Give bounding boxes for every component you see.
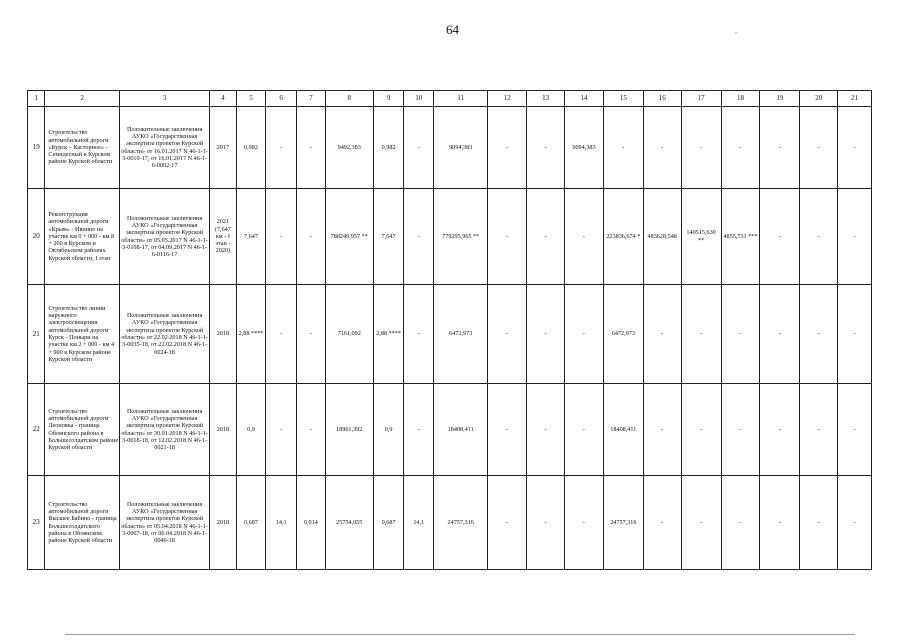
table-cell: Строительство автомобильной дороги Леоновка - граница Обоянского района в Большесолдатском районе Курской области bbox=[45, 384, 120, 476]
table-cell: 140515,630 ** bbox=[681, 189, 721, 285]
table-cell: - bbox=[404, 107, 434, 189]
table-cell: - bbox=[603, 107, 643, 189]
table-cell: - bbox=[488, 384, 527, 476]
table-cell: - bbox=[527, 285, 565, 384]
data-table bbox=[27, 90, 872, 570]
table-cell: - bbox=[760, 476, 800, 570]
table-cell: - bbox=[297, 384, 326, 476]
table-row bbox=[28, 476, 872, 570]
header-cell: 19 bbox=[760, 91, 800, 107]
table-cell: 24757,316 bbox=[434, 476, 488, 570]
table-cell: 14,1 bbox=[404, 476, 434, 570]
table-cell: - bbox=[721, 107, 760, 189]
header-cell: 7 bbox=[297, 91, 326, 107]
table-cell: 21 bbox=[28, 285, 45, 384]
header-cell: 1 bbox=[28, 91, 45, 107]
table-cell: - bbox=[838, 285, 872, 384]
table-cell: 6472,973 bbox=[434, 285, 488, 384]
table-cell: - bbox=[488, 476, 527, 570]
header-cell: 5 bbox=[236, 91, 266, 107]
table-cell: - bbox=[404, 189, 434, 285]
table-cell: 0,982 bbox=[373, 107, 404, 189]
table-row bbox=[28, 285, 872, 384]
page-number: 64 bbox=[446, 22, 459, 37]
header-cell: 21 bbox=[838, 91, 872, 107]
table-cell: 22 bbox=[28, 384, 45, 476]
table-cell: - bbox=[527, 476, 565, 570]
table-cell: - bbox=[565, 189, 604, 285]
header-cell: 13 bbox=[527, 91, 565, 107]
table-cell: 483628,548 bbox=[643, 189, 681, 285]
table-cell: - bbox=[838, 189, 872, 285]
table-cell: 2,88 **** bbox=[236, 285, 266, 384]
table-cell: - bbox=[681, 384, 721, 476]
table-cell: - bbox=[838, 384, 872, 476]
table-cell: 25754,055 bbox=[325, 476, 373, 570]
header-cell: 18 bbox=[721, 91, 760, 107]
table-cell: 18961,392 bbox=[325, 384, 373, 476]
header-cell: 11 bbox=[434, 91, 488, 107]
header-cell: 16 bbox=[643, 91, 681, 107]
header-row bbox=[28, 91, 872, 107]
table-cell: 788249,957 ** bbox=[325, 189, 373, 285]
table-cell: 23 bbox=[28, 476, 45, 570]
table-cell: 2021 (7,647 км - I этап - 2020) bbox=[210, 189, 237, 285]
table-cell: Реконструкция автомобильной дороги «Крым» - Ивнино на участке км 0 + 000 - км 8 + 200 в Курском и Октябрьском районах Курской области, I этап bbox=[45, 189, 120, 285]
table-row bbox=[28, 189, 872, 285]
table-cell: - bbox=[760, 384, 800, 476]
header-cell: 17 bbox=[681, 91, 721, 107]
table-cell: Строительство автомобильной дороги Высшее Бабино - граница Большесолдатского района в Обоянском районе Курской области bbox=[45, 476, 120, 570]
table-row bbox=[28, 107, 872, 189]
table-cell: - bbox=[266, 285, 297, 384]
table-cell: 14,1 bbox=[266, 476, 297, 570]
table-cell: - bbox=[643, 107, 681, 189]
table-cell: 779295,965 ** bbox=[434, 189, 488, 285]
footer-line bbox=[65, 634, 855, 635]
table-cell: 6472,973 bbox=[603, 285, 643, 384]
table-cell: - bbox=[643, 476, 681, 570]
table-cell: 2018 bbox=[210, 285, 237, 384]
table-row bbox=[28, 384, 872, 476]
table-cell: - bbox=[404, 285, 434, 384]
scan-mark: , bbox=[735, 26, 737, 35]
header-cell: 6 bbox=[266, 91, 297, 107]
table-cell: - bbox=[527, 189, 565, 285]
table-cell: Положительные заключения АУКО «Государственная экспертиза проектов Курской области» от 05.04.2018 N 46-1-1-3-0067-18, от 06.04.2018 N 46-1-0046-18 bbox=[120, 476, 210, 570]
table-cell: - bbox=[800, 189, 838, 285]
table-cell: 0,014 bbox=[297, 476, 326, 570]
table-cell: - bbox=[681, 476, 721, 570]
table-cell: 7161,092 bbox=[325, 285, 373, 384]
table-cell: 18408,411 bbox=[434, 384, 488, 476]
table-cell: 2017 bbox=[210, 107, 237, 189]
table-cell: - bbox=[565, 384, 604, 476]
table-cell: 20 bbox=[28, 189, 45, 285]
table-cell: 0,9 bbox=[373, 384, 404, 476]
table-cell: - bbox=[838, 476, 872, 570]
table-cell: - bbox=[266, 107, 297, 189]
table-cell: - bbox=[800, 384, 838, 476]
table-cell: - bbox=[297, 285, 326, 384]
header-cell: 20 bbox=[800, 91, 838, 107]
table-cell: - bbox=[488, 285, 527, 384]
table-cell: 19 bbox=[28, 107, 45, 189]
table-cell: - bbox=[800, 107, 838, 189]
table-cell: 4855,731 *** bbox=[721, 189, 760, 285]
table-cell: 9094,383 bbox=[565, 107, 604, 189]
table-cell: 9492,383 bbox=[325, 107, 373, 189]
table-cell: - bbox=[527, 384, 565, 476]
table-cell: - bbox=[643, 285, 681, 384]
table-cell: - bbox=[565, 476, 604, 570]
header-cell: 10 bbox=[404, 91, 434, 107]
table-cell: 0,982 bbox=[236, 107, 266, 189]
table-cell: - bbox=[565, 285, 604, 384]
header-cell: 8 bbox=[325, 91, 373, 107]
table-cell: 7,647 bbox=[236, 189, 266, 285]
header-cell: 4 bbox=[210, 91, 237, 107]
header-cell: 15 bbox=[603, 91, 643, 107]
header-cell: 12 bbox=[488, 91, 527, 107]
table-cell: 223836,674 * bbox=[603, 189, 643, 285]
table-cell: - bbox=[266, 189, 297, 285]
table-cell: - bbox=[721, 476, 760, 570]
table-cell: - bbox=[800, 285, 838, 384]
table-cell: - bbox=[760, 189, 800, 285]
table-cell: 18408,411 bbox=[603, 384, 643, 476]
table-cell: 2,88 **** bbox=[373, 285, 404, 384]
table-cell: - bbox=[681, 107, 721, 189]
table-cell: 7,647 bbox=[373, 189, 404, 285]
table-cell: - bbox=[527, 107, 565, 189]
table-cell: - bbox=[681, 285, 721, 384]
table-cell: Строительство линии наружного электроосвещения автомобильной дороги Курск - Поныри на участке км 2 + 000 - км 4 + 900 в Курском районе Курской области bbox=[45, 285, 120, 384]
table-cell: - bbox=[297, 107, 326, 189]
table-cell: - bbox=[800, 476, 838, 570]
table-cell: 0,687 bbox=[236, 476, 266, 570]
header-cell: 2 bbox=[45, 91, 120, 107]
table-cell: 0,687 bbox=[373, 476, 404, 570]
table-cell: - bbox=[266, 384, 297, 476]
table-cell: - bbox=[643, 384, 681, 476]
table-cell: - bbox=[838, 107, 872, 189]
table-cell: - bbox=[721, 285, 760, 384]
table-cell: 0,9 bbox=[236, 384, 266, 476]
table-cell: 24757,316 bbox=[603, 476, 643, 570]
table-cell: - bbox=[404, 384, 434, 476]
header-cell: 9 bbox=[373, 91, 404, 107]
table-cell: Положительные заключения АУКО «Государственная экспертиза проектов Курской области» от 22.02.2018 N 46-1-1-3-0035-18, от 22.02.2018 N 46-1-0024-18 bbox=[120, 285, 210, 384]
table-cell: Положительные заключения АУКО «Государственная экспертиза проектов Курской области» от 30.01.2018 N 46-1-1-3-0018-18, от 12.02.2018 N 46-1-0021-18 bbox=[120, 384, 210, 476]
table-cell: Положительные заключения АУКО «Государственная экспертиза проектов Курской области» от 05.05.2017 N 46-1-1-3-0108-17, от 04.09.2017 N 46-1-6-0116-17 bbox=[120, 189, 210, 285]
table-cell: - bbox=[760, 107, 800, 189]
table-cell: 9094,383 bbox=[434, 107, 488, 189]
table-cell: 2018 bbox=[210, 384, 237, 476]
table-cell: - bbox=[488, 107, 527, 189]
table-cell: Строительство автомобильной дороги «Курск – Касторное» - Семидесный в Курском районе Курской области bbox=[45, 107, 120, 189]
header-cell: 3 bbox=[120, 91, 210, 107]
table-cell: - bbox=[488, 189, 527, 285]
table-cell: Положительные заключения АУКО «Государственная экспертиза проектов Курской области» от 16.01.2017 N 46-1-1-3-0010-17, от 16.01.2017 N 46-1-6-0002-17 bbox=[120, 107, 210, 189]
table-cell: - bbox=[297, 189, 326, 285]
table-cell: - bbox=[721, 384, 760, 476]
table-cell: 2018 bbox=[210, 476, 237, 570]
table-cell: - bbox=[760, 285, 800, 384]
header-cell: 14 bbox=[565, 91, 604, 107]
